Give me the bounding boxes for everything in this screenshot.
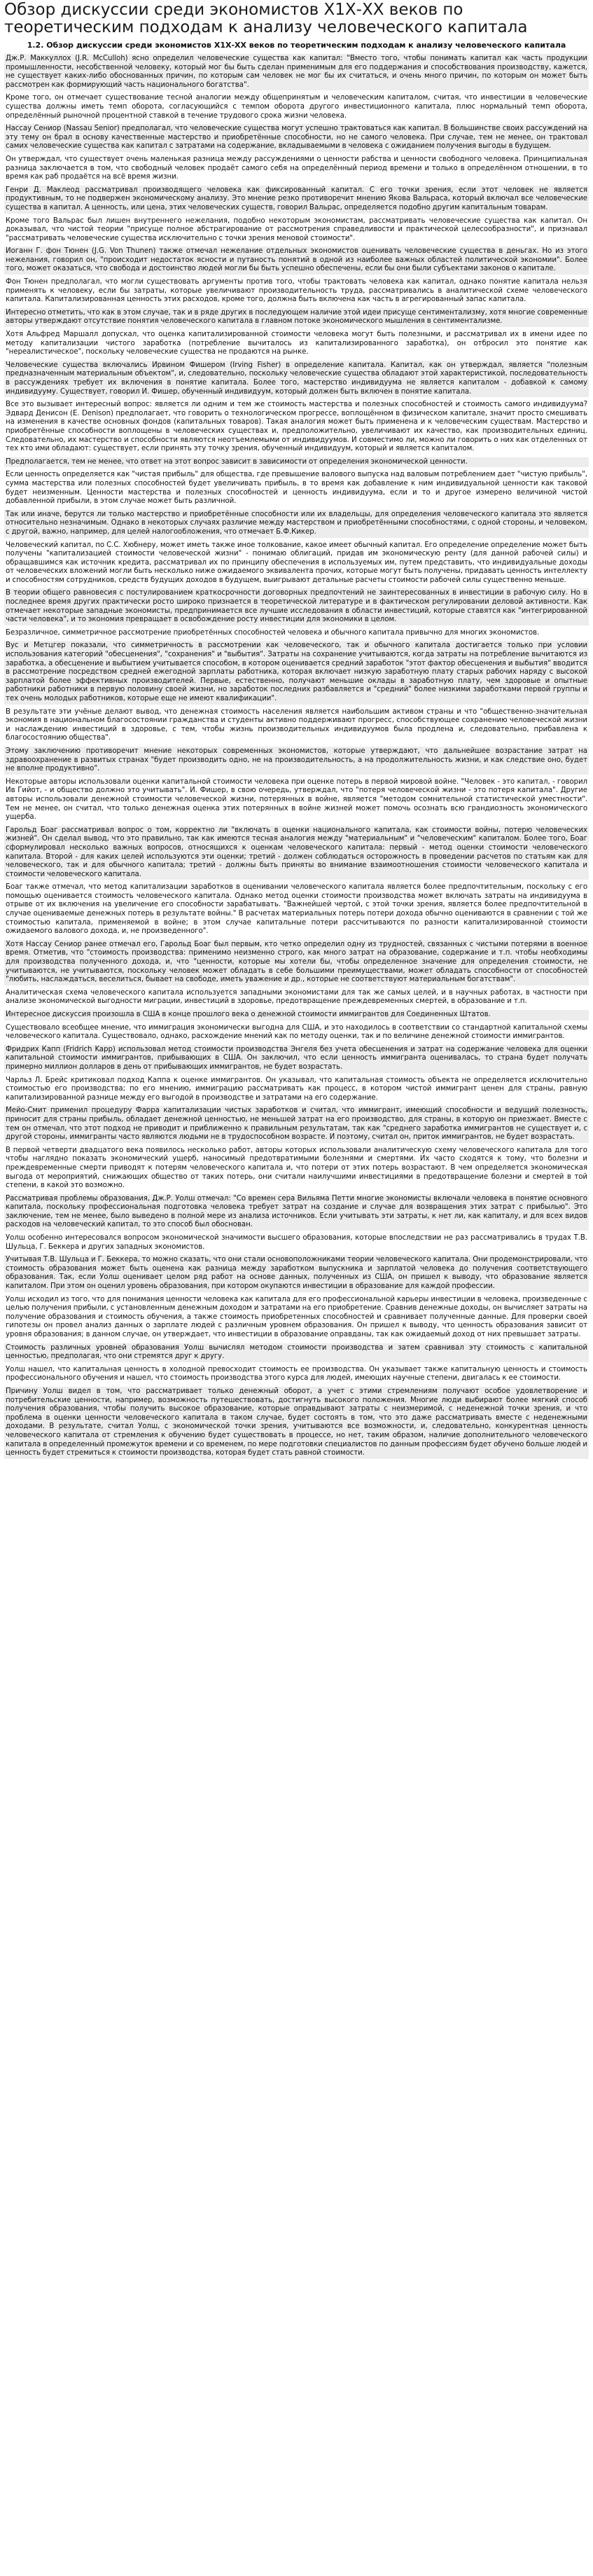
paragraph: Чарльз Л. Брейс критиковал подход Каппа к оценке иммигрантов. Он указывал, что капитальная стоимость объекта не определяется исключительно стоимостью его производства; по его мнению, иммиграцию рассматривать как процесс, в котором чистой иммигрант ценен для страны, равную капитализированной разнице между его выгодой в производстве и затратами на его содержание. (6, 1076, 587, 1102)
paragraph: Уолш нашел, что капитальная ценность в холодной превосходит стоимость ее производства. Он указывает также капитальную ценность и стоимость профессионального обучения и нашел, что стоимость производства этого курса для людей, имеющих научные степени, двигалась к ее стоимости. (6, 1365, 587, 1383)
paragraph: Причину Уолш видел в том, что рассматривает только денежный оборот, а учет с этими стремлениям получают особое удовлетворение и потребительские ценности, например, возможность путешествовать, достигнуть высокого положения. Многие люди выбирают более мягкий способ получения образования, чтобы получить высокое образование, которые оправдывают затраты с неизмеримой, с неденежной точки зрения, и что проблема в оценки ценности человеческого капитала в таком случае, будет состоять в том, что это даже рассматривать вместе с неденежными доходами. В результате, считал Уолш, с экономической точки зрения, учитываются все возможности, и, следовательно, конкурентная ценность человеческого капитала от стремления к обучению будет существовать в процессе, но нет, таким образом, наличие дополнительного человеческого капитала в определенный промежуток времени и со временем, по мере подготовки специалистов по данным профессиям будет обучено больше людей и ценность будет стремиться к стоимости производства, которая будет стать равной стоимости. (4, 1387, 589, 1459)
paragraph: Человеческие существа включались Ирвином Фишером (Irving Fisher) в определение капитала. Капитал, как он утверждал, является "полезным предназначенным материальным объектом", и, следовательно, поскольку человеческие существа обладают этой характеристикой, последовательность в рассуждениях требует их включения в понятие капитала. Более того, мастерство индивидуума не является капиталом - добавкой к самому индивидууму. Существует, говорил И. Фишер, обученный индивидуум, который должен быть включен в понятие капитала. (4, 361, 589, 397)
paragraph: Мейо-Смит применил процедуру Фарра капитализации чистых заработков и считал, что иммигрант, имеющий способности и ведущий полезность, приносит для страны прибыль, обладает денежной ценностью, не меньшей затрат на его производство, для страны, в которую он приезжает. Вместе с тем он отмечал, что этот подход не приводит и приближенно к правильным результатам, так как "среднего заработка иммигрантов не существует и, с другой стороны, иммигранты часто являются людьми не в трудоспособном возрасте. И поэтому, считал он, приток иммигрантов, не будет возрастать. (4, 1106, 589, 1142)
paragraph: Фридрих Капп (Fridrich Kapp) использовал метод стоимости производства Энгеля без учета обесценения и затрат на содержание человека для оценки капитальной стоимости иммигрантов, прибывающих в США. Он заключил, что если ценность иммигранта оценивалась, то страна будет получать примерно миллион долларов в день от прибывающих иммигрантов, не будет возрастать. (4, 1045, 589, 1073)
paragraph: Так или иначе, берутся ли только мастерство и приобретённые способности или их владельцы, для определения человеческого капитала это является относительно незначимым. Однако в некоторых случаях различие между мастерством и приобретёнными способностями, с одной стороны, и человеком, с другой, важно, например, для целей налогообложения, что отмечает Б.Ф.Кикер. (4, 510, 589, 538)
paragraph: Предполагается, тем не менее, что ответ на этот вопрос зависит в зависимости от определения экономической ценности. (4, 457, 589, 468)
paragraph: Фон Тюнен предполагал, что могли существовать аргументы против того, чтобы трактовать человека как капитал, однако понятие капитала нельзя применять к человеку, если бы затраты, которые увеличивают производительность труда, рассматривались в аналитической схеме человеческого капитала. Капитализированная ценность этих расходов, кроме того, должна быть включена как часть в агрегированный запас капитала. (6, 278, 587, 304)
paragraph: Рассматривая проблемы образования, Дж.Р. Уолш отмечал: "Со времен сера Вильяма Петти многие экономисты включали человека в понятие основного капитала, поскольку профессиональная подготовка человека требует затрат на создание и случае для возвращения этих затрат с прибылью". Это заключение, тем не менее, было выведено в полной мере из анализа источников. Если учитывать эти затраты, к нет ли, как капиталу, и для всех видов расходов на человеческий капитал, то это способ был обоснован. (4, 1194, 589, 1231)
paragraph: Интересно отметить, что как в этом случае, так и в ряде других в последующем наличие этой идеи присуще сентиментализму, хотя многие современные авторы утверждают отсутствие понятия человеческого капитала в главном потоке экономического мышления в сентиментализме. (4, 308, 589, 327)
paragraph: Хотя Нассау Сениор ранее отмечал его, Гарольд Боаг был первым, кто четко определил одну из трудностей, связанных с чистыми потерями в военное время. Отметив, что "стоимость производства: применимо неизменно строго, как много затрат на образование, содержание и т.п. чтобы необходимы для производства полученного дохода, и, что "ценности, которые мы хотели бы, чтобы определенное значение для определения стоимости, не учитываются, не учитываются, поскольку человек может обладать в себе большими преимуществами, может обладать способности от способностей "любить, наслаждаться, веселиться, бывает на свободе, иметь уважение и др., которые не соответствуют материальным богатствам". (4, 940, 589, 985)
paragraph: В теории общего равновесия с постулированием краткосрочности договорных предпочтений не заинтересованных в инвестиции в рабочую силу. Но в последнее время других практически росто широко признается в теоретической литературе и в фактическом регулировании деловой активности. Как отмечает некоторые западные экономисты, предпринимается все лучшие исследования в области инвестиций, которые ставятся как "интегрированной части человека", и то экономия превращает в освобождение росту инвестиции для экономики в целом. (4, 588, 589, 625)
paragraph: Существовало всеобщее мнение, что иммиграция экономически выгодна для США, и это находилось в соответствии со стандартной капитальной схемы человеческого капитала. Существовало, однако, расхождение мнений как по методу оценки, так и по величине денежной стоимости иммигрантов. (6, 1023, 587, 1041)
paragraph: В результате эти учёные делают вывод, что денежная стоимость населения является наибольшим активом страны и что "общественно-значительная экономия в национальном благосостоянии гражданства и студенты активно поддерживают прогресс, способствующее сохранению человеческой жизни и наслаждению инвестиций в здоровье, с тем, чтобы жизнь производительных индивидуумов была продлена и, следовательно, прибавлена к благосостоянию общества". (6, 707, 587, 742)
paragraph: Боаг также отмечал, что метод капитализации заработков в оценивании человеческого капитала является более предпочтительным, поскольку с его помощью оценивается стоимость человеческого капитала. Однако метод оценки стоимости производства может включать затраты на индивидуума в отрыве от их включения на увеличение его способности зарабатывать. "Важнейшей чертой, с этой точки зрения, является более предпочтительной в случае оцениваемые денежных потерь в результате войны." В расчетах материальных потерь потери дохода обычно оцениваются в сравнении с той же стоимостью капитала, применяемой в войне; в этом случае капитальные потери рассчитываются по разности капитализированной стоимости ожидаемого валового дохода, и, не произведенного". (6, 883, 587, 936)
paragraph: Нассау Сениор (Nassau Senior) предполагал, что человеческие существа могут успешно трактоваться как капитал. В большинстве своих рассуждений на эту тему он брал в основу качественные мастерство и приобретённые способности, но не самого человека. При случае, тем не менее, он трактовал самих человеческие существа как капитал с затратами на содержание, вкладываемыми в человека с ожиданием получения выгоды в будущем. (4, 124, 589, 152)
document-title: Обзор дискуссии среди экономистов Х1Х-ХХ веков по теоретическим подходам к анализу человеческого капитала (4, 1, 528, 36)
document-body (4, 54, 589, 1459)
paragraph: Безразличное, симметричное рассмотрение приобретённых способностей человека и обычного капитала привычно для многих экономистов. (6, 628, 540, 637)
paragraph: Все это вызывает интересный вопрос: является ли одним и тем же стоимость мастерства и полезных способностей и стоимость самого индивидуума? Эдвард Денисон (E. Denison) предполагает, что говорить о технологическом прогрессе, воплощённом в физическом капитале, значит просто смешивать на изменения в качестве основных фондов (капитальных товаров). Такая аналогия может быть применена и к человеческим существам. Мастерство и приобретённые способности воплощены в человеческих существах и, предположительно, увеличивают их качество, как производительных единиц. Следовательно, их мастерство и способности являются неотъемлемыми от индивидуумов. И совместимо ли, можно ли говорить о них как отделенных от тех кто ими обладают: существует, если принять эту точку зрения, обученный индивидуум, который и является капиталом. (6, 401, 587, 453)
paragraph: Учитывая Т.В. Шульца и Г. Беккера, то можно сказать, что они стали основоположниками теории человеческого капитала. Они продемонстрировали, что стоимость образования может быть оценена как разница между заработком выпускника и зарплатой человека до получения соответствующего образования. Так, если Уолш оценивает целом ряд работ на основе данных, полученных из США, он пришел к выводу, что образование является капиталом. При этом он оценил уровень образования, при котором окупаются инвестиции в образование для каждой профессии. (4, 1255, 589, 1292)
section-heading: 1.2. Обзор дискуссии среди экономистов Х1Х-ХХ веков по теоретическим подходам к анализу человеческого капитала (27, 41, 566, 50)
paragraph: Интересное дискуссия произошла в США в конце прошлого века о денежной стоимости иммигрантов для Соединенных Штатов. (4, 1010, 589, 1020)
paragraph: Кроме того Вальрас был лишен внутреннего нежелания, подобно некоторым экономистам, рассматривать человеческие существа как капитал. Он доказывал, что чистой теории "присуще полное абстрагирование от рассмотрения справедливости и практической целесообразности", и признавал "рассматривать человеческие существа исключительно с точки зрения меновой стоимости". (6, 216, 587, 242)
paragraph: Уолш исходил из того, что для понимания ценности человека как капитала для его профессиональной карьеры инвестиции в человека, произведенные с целью получения прибыли, с установленным денежным доходом и затратами на его приобретение. Сравнив денежные доходы, он вычисляет затраты на получение образования и стоимость обучения, а также стоимость приобретенных способностей и сравнивает полученные данные. Для проверки своей гипотезы он провел анализ данных о зарплате людей с различным уровнем образования. Он пришел к выводу, что ценность образования зависит от уровня образования; в данном случае, он утверждает, что инвестиции в образование оправданы, так как ожидаемый доход от них превышает затраты. (6, 1295, 587, 1338)
paragraph: Аналитическая схема человеческого капитала используется западными экономистами для так же самых целей, и в научных работах, в частности при анализе экономической выгодности миграции, инвестиций в здоровье, предотвращение преждевременных смертей, в образование и т.п. (6, 988, 587, 1006)
paragraph: Гарольд Боаг рассматривал вопрос о том, корректно ли "включать в оценки национального капитала, как стоимости войны, потерю человеческих жизней". Он сделал вывод, что это правильно, так как имеются тесная аналогия между "материальным" и "человеческим" капиталом. Более того, Боаг сформулировал несколько важных вопросов, относящихся к оценкам человеческого капитала: первый - метод оценки стоимости человеческого капитала. Второй - для каких целей используются эти оценки; третий - должен соблюдаться осторожность в проведении расчетов по статьям как для человеческого, так и для обычного капитала; третий - должны быть приняты во внимание взаимоотношения стоимости человеческого капитала и стоимости человеческого капитала. (4, 826, 589, 880)
paragraph: Кроме того, он отмечает существование тесной аналогии между общепринятым и человеческим капиталом, считая, что инвестиции в человеческие существа должны иметь темп оборота, согласующийся с темпом оборота другого инвестиционного капитала, плюс нормальный темп оборота, определённый рыночной процентной ставкой в течение трудового срока жизни человека. (6, 94, 587, 120)
paragraph: Стоимость различных уровней образования Уолш вычислял методом стоимости производства и затем сравнивал эту стоимость с капитальной ценностью, предполагая, что они стремятся друг к другу. (4, 1343, 589, 1362)
paragraph: Вус и Метцгер показали, что симметричность в рассмотрении как человеческого, так и обычного капитала достигается только при условии использования категорий "обесценения", "сохранения" и "выбытия". Затраты на сохранение учитываются, когда затраты на потребление вычитаются из заработка, а обесценение и выбытием учитывается способом, в котором оценивается средний заработок "этот фактор обесценения и выбытия" вводится в рассмотрение посредством средней ежегодной зарплаты работника, которая включает низкую заработную плату старых рабочих наряду с высокой зарплатой более эффективных производителей. Первые, естественно, получают меньшие оклады в заработную плату, чем здоровые и опытные работники работники в первую половину своей жизни, но заработок последних разбавляется и "средний" более низкими заработками первой группы и тех очень молодых работников, которые еще не имеют квалификации". (4, 641, 589, 704)
paragraph: Хотя Альфред Маршалл допускал, что оценка капитализированной стоимости человека могут быть полезными, и рассматривал их в имени идее по методу капитализации чистого заработка (потребление вычиталось из капитализированного заработка), он отбросил это понятие как "нереалистическое", поскольку человеческие существа не продаются на рынке. (6, 331, 587, 356)
paragraph: Иоганн Г. фон Тюнен (J.G. Von Thunen) также отмечал нежелание отдельных экономистов оценивать человеческие существа в деньгах. Но из этого нежелания, говорил он, "происходит недостаток ясности и путаность понятий в одной из наиболее важных областей политической экономии". Более того, может оказаться, что свобода и достоинство людей могли бы быть успешно обеспечены, если бы они были субъектами законов о капитале. (4, 247, 589, 275)
paragraph: Человеческий капитал, по С.С. Хюбнеру, может иметь также иное толкование, какое имеет обычный капитал. Его определение определение может быть получены "капитализацией стоимости человеческой жизни" - понимаю облигаций, придав им экономическую ренту (для данной рабочей силы) и обращавшимся как источник кредита, рассматривал их по принципу обеспечения в используемых им, путем представить, что индивидуальные доходы от человеческих вложений могли быть несколько ниже ожидаемого эквивалента прочих, которые могут быть получены, придавать ценность интеллекту и способностям сотрудников, средств будущих доходов в будущем, выигрывают детальные расчеты стоимости рабочей силы существенно меньше. (6, 541, 587, 584)
paragraph: Уолш особенно интересовался вопросом экономической значимости высшего образования, которые впоследствии не раз рассматривались в трудах Т.В. Шульца, Г. Беккера и других западных экономистов. (6, 1234, 587, 1251)
paragraph: Этому заключению противоречит мнение некоторых современных экономистов, которые утверждают, что дальнейшее возрастание затрат на здравоохранение в развитых странах "будет производить одно, не на производительность, а на продолжительность жизни, и как следствие оно, будет не вполне продуктивно". (4, 747, 589, 775)
paragraph: Генри Д. Маклеод рассматривал производящего человека как фиксированный капитал. С его точки зрения, если этот человек не является продуктивным, то не подвержен экономическому анализу. Это мнение резко противоречит мнению Якова Вальраса, который включал все человеческие существа в капитал. А ценность, или цена, этих человеческих существ, говорил Вальрас, определяется подобно другим капитальным товарам. (4, 186, 589, 214)
paragraph: Он утверждал, что существует очень маленькая разница между рассуждениями о ценности рабства и ценности свободного человека. Принципиальная разница заключается в том, что свободный человек продаёт самого себя на определённый период времени и только в определённом отношении, в то время как раб продаётся на всё время жизни. (6, 155, 587, 181)
paragraph: Дж.Р. Маккуллох (J.R. McCulloh) ясно определил человеческие существа как капитал: "Вместо того, чтобы понимать капитал как часть продукции промышленности, несобственной человеку, который мог бы быть сделан применимым для его поддержания и способствования производству, кажется, не существует каких-либо обоснованных причин, по которым сам человек не мог бы их считаться, и очень много причин, по которым он может быть рассмотрен как формирующий часть национального богатства". (4, 54, 589, 90)
paragraph: Некоторые авторы использовали оценки капитальной стоимости человека при оценке потерь в первой мировой войне. "Человек - это капитал, - говорил Ив Гийот, - и общество должно это учитывать". И. Фишер, в свою очередь, утверждал, что "потеря человеческой жизни - это потеря капитала". Другие авторы использовали денежной стоимости человеческой жизни, потерянных в войне, является "методом сомнительной статистической уместности". Тем не менее, он считал, что только денежная оценка этих потерянных в войне жизней может помочь осознать всю грандиозность экономического ущерба. (6, 777, 587, 822)
paragraph: Если ценность определяется как "чистая прибыль" для общества, где превышение валового выпуска над валовым потреблением дает "чистую прибыль", сумма мастерства или полезных способностей будет увеличивать прибыль, в то время как добавление к ним индивидуальной ценности как таковой будет неизменным. Ценности мастерства и полезных способностей и ценность индивидуума, если и то и другое измерено величиной чистой добавленной прибыли, в этом случае может быть различной. (6, 471, 587, 506)
paragraph: В первой четверти двадцатого века появилось несколько работ, авторы которых использовали аналитическую схему человеческого капитала для того чтобы наглядно показать экономический ущерб, наносимый предотвратимыми болезнями и смертями. Их часто сходятся к тому, что болезни и преждевременные смерти приводят к потерям человеческого капитала и, что потери от этих потерь возрастают. В чем определяется экономическая выгода от мероприятий, снижающих общество от таких потерь, они считали наилучшими инвестициями в предотвращение болезни и смертей в той степени, в какой это возможно. (6, 1146, 587, 1190)
